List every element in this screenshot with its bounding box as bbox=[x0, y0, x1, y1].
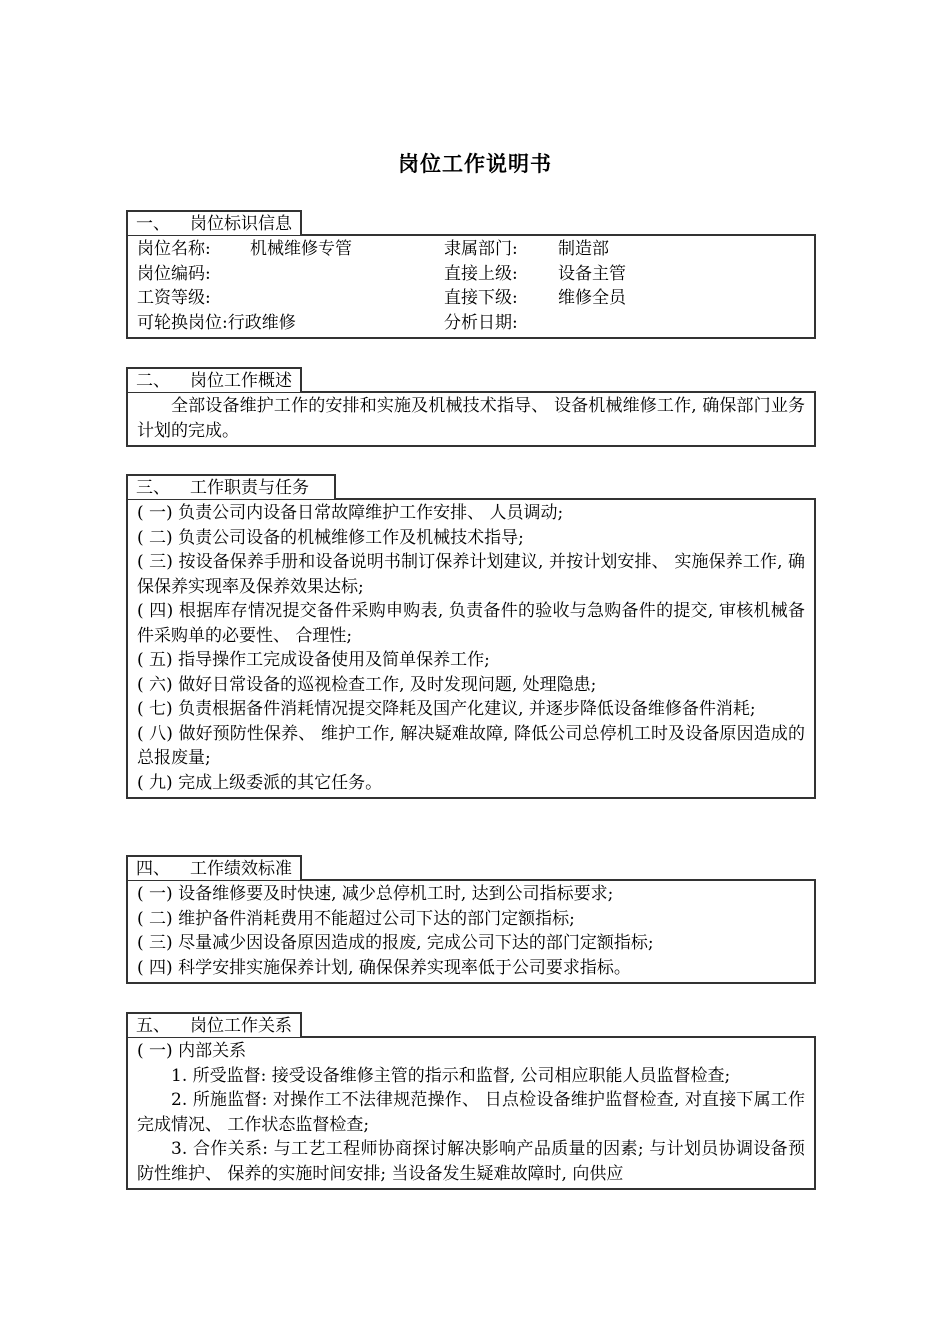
list-item: ( 五) 指导操作工完成设备使用及简单保养工作; bbox=[137, 650, 490, 670]
list-item: ( 二) 维护备件消耗费用不能超过公司下达的部门定额指标; bbox=[137, 908, 575, 929]
section-heading: 二、 岗位工作概述 bbox=[126, 367, 302, 392]
field-label: 隶属部门: bbox=[444, 239, 518, 259]
list-item: ( 四) 根据库存情况提交备件采购申购表, 负责备件的验收与急购备件的提交, 审核机械备件采购单的必要性、 合理性; bbox=[137, 601, 805, 646]
list-item: 1. 所受监督: 接受设备维修主管的指示和监督, 公司相应职能人员监督检查; bbox=[171, 1065, 731, 1086]
list-item: ( 六) 做好日常设备的巡视检查工作, 及时发现问题, 处理隐患; bbox=[137, 674, 597, 695]
list-item: ( 二) 负责公司设备的机械维修工作及机械技术指导; bbox=[137, 527, 524, 548]
info-row bbox=[137, 262, 805, 287]
field-label: 直接上级: bbox=[444, 263, 518, 284]
info-row bbox=[137, 286, 805, 311]
list-item: ( 三) 尽量减少因设备原因造成的报废, 完成公司下达的部门定额指标; bbox=[137, 933, 654, 953]
performance-box bbox=[126, 879, 816, 984]
info-row bbox=[137, 237, 805, 262]
section-heading: 三、 工作职责与任务 bbox=[126, 474, 336, 499]
identification-table bbox=[126, 234, 816, 339]
list-item: ( 三) 按设备保养手册和设备说明书制订保养计划建议, 并按计划安排、 实施保养工作, 确保保养实现率及保养效果达标; bbox=[137, 552, 805, 597]
list-item: ( 七) 负责根据备件消耗情况提交降耗及国产化建议, 并逐步降低设备维修备件消耗; bbox=[137, 699, 756, 719]
field-value: 机械维修专管 bbox=[250, 239, 352, 259]
duties-box bbox=[126, 498, 816, 799]
field-label: 直接下级: bbox=[444, 288, 518, 308]
field-value: 制造部 bbox=[558, 239, 609, 259]
relations-box bbox=[126, 1036, 816, 1190]
list-item: ( 一) 设备维修要及时快速, 减少总停机工时, 达到公司指标要求; bbox=[137, 884, 614, 904]
sub-heading: ( 一) 内部关系 bbox=[137, 1041, 247, 1061]
info-row bbox=[137, 311, 805, 336]
field-label: 分析日期: bbox=[444, 312, 518, 333]
field-label: 岗位编码: bbox=[137, 263, 211, 284]
field-value: 设备主管 bbox=[558, 263, 626, 284]
list-item: 2. 所施监督: 对操作工不法律规范操作、 日点检设备维护监督检查, 对直接下属工作完成情况、 工作状态监督检查; bbox=[137, 1090, 805, 1135]
overview-text: 全部设备维护工作的安排和实施及机械技术指导、 设备机械维修工作, 确保部门业务计划的完成。 bbox=[137, 396, 805, 441]
field-label: 岗位名称: bbox=[137, 239, 211, 259]
section-heading: 四、 工作绩效标准 bbox=[126, 855, 302, 880]
section-performance bbox=[126, 855, 816, 984]
field-value: 维修全员 bbox=[558, 288, 626, 308]
list-item: 3. 合作关系: 与工艺工程师协商探讨解决影响产品质量的因素; 与计划员协调设备预防性维护、 保养的实施时间安排; 当设备发生疑难故障时, 向供应 bbox=[137, 1139, 805, 1184]
page-title: 岗位工作说明书 bbox=[398, 152, 552, 176]
field-label: 工资等级: bbox=[137, 288, 211, 308]
section-duties bbox=[126, 474, 816, 799]
field-label: 可轮换岗位: bbox=[137, 312, 228, 333]
section-heading: 五、 岗位工作关系 bbox=[126, 1012, 302, 1037]
list-item: ( 八) 做好预防性保养、 维护工作, 解决疑难故障, 降低公司总停机工时及设备原因造成的总报废量; bbox=[137, 723, 805, 768]
section-identification bbox=[126, 210, 816, 339]
section-relations bbox=[126, 1012, 816, 1190]
list-item: ( 一) 负责公司内设备日常故障维护工作安排、 人员调动; bbox=[137, 503, 564, 523]
field-value: 行政维修 bbox=[227, 312, 296, 333]
list-item: ( 九) 完成上级委派的其它任务。 bbox=[137, 772, 383, 793]
section-heading: 一、 岗位标识信息 bbox=[126, 210, 302, 235]
list-item: ( 四) 科学安排实施保养计划, 确保保养实现率低于公司要求指标。 bbox=[137, 957, 631, 978]
section-overview bbox=[126, 367, 816, 447]
overview-box bbox=[126, 391, 816, 447]
